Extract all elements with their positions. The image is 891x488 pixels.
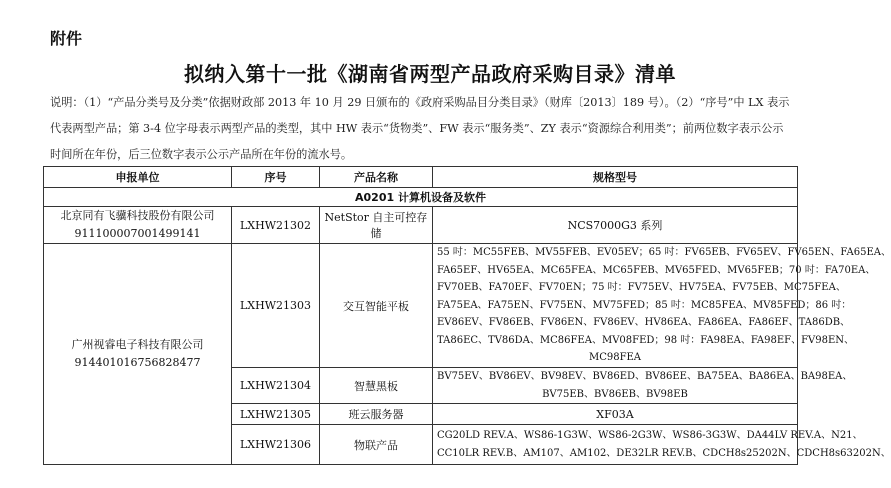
spec-line: CC10LR REV.B、AM107、AM102、DE32LR REV.B、CDCH8s25202N、CDCH8s63202N、 [437, 447, 891, 459]
header-unit: 申报单位 [44, 167, 232, 188]
spec-cell: XF03A [433, 404, 798, 425]
seq-cell: LXHW21303 [232, 244, 320, 368]
seq-cell: LXHW21304 [232, 368, 320, 404]
company-code: 914401016756828477 [74, 356, 201, 369]
seq-cell: LXHW21306 [232, 425, 320, 465]
spec-cell [433, 368, 853, 404]
company-name: 广州视睿电子科技有限公司 [71, 338, 204, 351]
spec-line: FA65EF、HV65EA、MC65FEA、MC65FEB、MV65FED、MV65FEB；70 吋：FA70EA、 [437, 264, 876, 276]
spec-line: 55 吋：MC55FEB、MV55FEB、EV05EV；65 吋：FV65EB、FV65EV、FV65EN、FA65EA、 [437, 247, 891, 259]
explanation-note [50, 90, 802, 168]
header-spec: 规格型号 [433, 167, 798, 188]
product-name-cell: 物联产品 [320, 425, 433, 465]
company-cell [44, 244, 232, 465]
seq-cell: LXHW21305 [232, 404, 320, 425]
product-name-cell: 班云服务器 [320, 404, 433, 425]
product-name-cell: 交互智能平板 [320, 244, 433, 368]
category-label: A0201 计算机设备及软件 [44, 188, 798, 207]
spec-cell: NCS7000G3 系列 [433, 207, 798, 244]
document-title: 拟纳入第十一批《湖南省两型产品政府采购目录》清单 [184, 62, 676, 86]
spec-line: BV75EV、BV86EV、BV98EV、BV86ED、BV86EE、BA75EA、BA86EA、BA98EA、 [437, 371, 853, 382]
seq-cell: LXHW21302 [232, 207, 320, 244]
product-name-cell: NetStor 自主可控存储 [320, 207, 433, 244]
table-header-row [44, 167, 798, 188]
attachment-label: 附件 [50, 29, 83, 48]
spec-line: BV75EB、BV86EB、BV98EB [542, 388, 688, 400]
spec-line: FV70EB、FA70EF、FV70EN；75 吋：FV75EV、HV75EA、FV75EB、MC75FEA、 [437, 282, 846, 294]
spec-line: EV86EV、FV86EB、FV86EN、FV86EV、HV86EA、FA86EA、FA86EF、TA86DB、 [437, 317, 851, 329]
spec-line: MC98FEA [588, 352, 642, 364]
category-row [44, 188, 798, 207]
spec-line: TA86EC、TV86DA、MC86FEA、MV08FED；98 吋：FA98EA、FA98EF、FV98EN、 [437, 334, 855, 346]
note-line: 代表两型产品；第 3-4 位字母表示两型产品的类型，其中 HW 表示“货物类”、FW 表示“服务类”、ZY 表示“资源综合利用类”；前两位数字表示公示 [50, 122, 784, 135]
spec-line: CG20LD REV.A、WS86-1G3W、WS86-2G3W、WS86-3G3W、DA44LV REV.A、N21、 [437, 430, 863, 441]
product-list-table [43, 166, 891, 465]
table-row [44, 207, 798, 244]
company-code: 911100007001499141 [74, 227, 201, 240]
spec-line: FA75EA、FA75EN、FV75EN、MV75FED；85 吋：MC85FEA、MV85FED；86 吋： [437, 299, 852, 311]
company-name: 北京同有飞骥科技股份有限公司 [60, 209, 215, 222]
header-seq: 序号 [232, 167, 320, 188]
table-row [44, 244, 798, 368]
header-name: 产品名称 [320, 167, 433, 188]
spec-cell [433, 244, 891, 368]
note-line: 说明：（1）“产品分类号及分类”依据财政部 2013 年 10 月 29 日颁布的《政府采购品目分类目录》（财库〔2013〕189 号）。（2）“序号”中 LX 表示 [50, 96, 790, 109]
company-cell [44, 207, 232, 244]
product-name-cell: 智慧黑板 [320, 368, 433, 404]
spec-cell [433, 425, 891, 465]
note-line: 时间所在年份，后三位数字表示公示产品所在年份的流水号。 [50, 148, 353, 161]
